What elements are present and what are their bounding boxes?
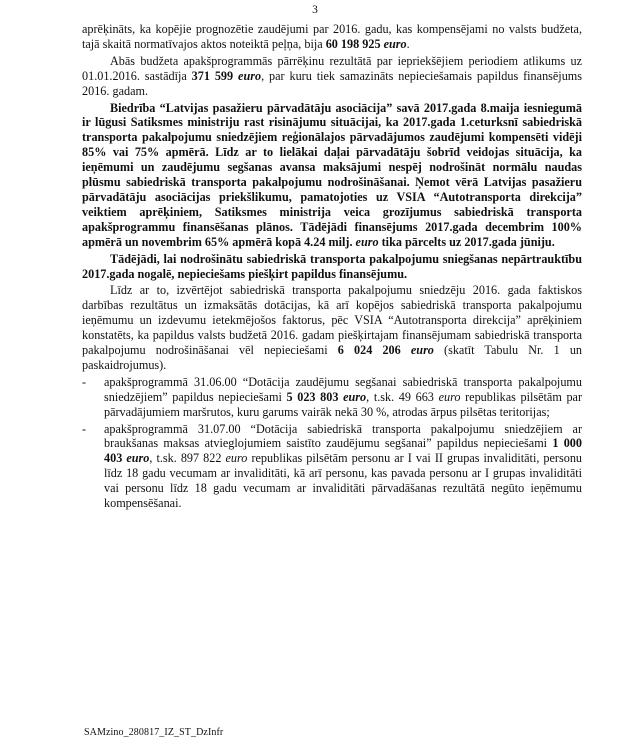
paragraph-losses-2016: aprēķināts, ka kopējie prognozētie zaudējumi par 2016. gadu, kas kompensējami no valsts budžeta, tajā skaitā normatīvajos aktos noteiktā peļņa, bija 60 198 925 euro. <box>82 22 582 51</box>
paragraph-continuity: Tādējādi, lai nodrošinātu sabiedriskā transporta pakalpojumu sniegšanas nepārtrauktību 2017.gada nogalē, nepieciešams piešķirt papildus finansējumu. <box>82 251 582 281</box>
amount-subprogram-31-07: 1 000 403 <box>104 436 582 466</box>
document-footer-filename: SAMzino_280817_IZ_ST_DzInfr <box>84 727 224 738</box>
list-item: - apakšprogrammā 31.07.00 “Dotācija sabiedriskā transporta pakalpojumu sniedzējiem ar braukšanas maksas atvieglojumiem saistīto zaudējumu segšanai” papildus nepieciešami 1 000 403 euro, t.sk. 897 822 euro republikas pilsētām personu ar I vai II grupas invaliditāti, personu līdz 18 gadu vecumam ar invaliditāti, kā arī personu, kas pavada personu ar I grupas invaliditāti vai personu līdz 18 gadu vecumam ar invaliditāti pārvadāšanas rezultātā negūto ieņēmumu kompensēšanai. <box>82 421 583 511</box>
amount-total-losses: 60 198 925 <box>325 36 381 51</box>
paragraph-balance: Abās budžeta apakšprogrammās pārrēķinu rezultātā par iepriekšējiem periodiem atlikums uz 01.01.2016. sastādīja 371 599 euro, par kuru tiek samazināts nepieciešamais papildus finansējums 2016. gadam. <box>82 53 583 98</box>
amount-additional-funding: 6 024 206 <box>337 343 401 358</box>
paragraph-association-request: Biedrība “Latvijas pasažieru pārvadātāju asociācija” savā 2017.gada 8.maija iesniegumā ir lūgusi Satiksmes ministriju rast risinājumu situācijai, ka 2017.gada 1.ceturksnī sabiedriskā transporta pakalpojumu sniedzējiem reģionālajos pārvadājumos zaudējumi kompensēti vidēji 85% vai 75% apmērā. Līdz ar to lielākai daļai pārvadātāju šobrīd veidojas situācija, ka ieņēmumi un zaudējumu segšanas avansa maksājumi nespēj nodrošināt normālu naudas plūsmu sabiedriskā transporta pakalpojumu nodrošināšanai. Ņemot vērā Latvijas pasažieru pārvadātāju asociācijas priekšlikumu, pamatojoties uz VSIA “Autotransporta direkcija” veiktiem aprēķiniem, Satiksmes ministrija veica grozījumus sabiedriskā transporta apakšprogrammu finansēšanas plānos. Tādējādi finansējums 2017.gada decembrim 100% apmērā un novembrim 65% apmērā kopā 4.24 milj. euro tika pārcelts uz 2017.gada jūniju. <box>82 100 582 249</box>
paragraph-additional-funding: Līdz ar to, izvērtējot sabiedriskā transporta pakalpojumu sniedzēju 2016. gada faktiskos darbības rezultātus un izmaksātās dotācijas, kā arī kopējos sabiedriskā transporta pakalpojumu ieņēmumu un izdevumu ietekmējošos faktorus, pēc VSIA “Autotransporta direkcija” aprēķiniem konstatēts, ka papildus valsts budžetā 2016. gadam piešķirtajam finansējumam sabiedriskā transporta pakalpojumu nodrošināšanai vēl nepieciešami 6 024 206 euro (skatīt Tabulu Nr. 1 un paskaidrojumus). <box>82 283 583 372</box>
page-number: 3 <box>312 4 318 16</box>
amount-subprogram-31-06: 5 023 803 <box>286 389 339 404</box>
document-body <box>82 22 582 513</box>
list-item: - apakšprogrammā 31.06.00 “Dotācija zaudējumu segšanai sabiedriskā transporta pakalpojumu sniedzējiem” papildus nepieciešami 5 023 803 euro, t.sk. 49 663 euro republikas pilsētām par pārvadājumiem maršrutos, kuru garums vairāk nekā 30 %, atrodas ārpus pilsētas teritorijas; <box>82 374 583 419</box>
amount-balance: 371 599 <box>191 68 234 83</box>
